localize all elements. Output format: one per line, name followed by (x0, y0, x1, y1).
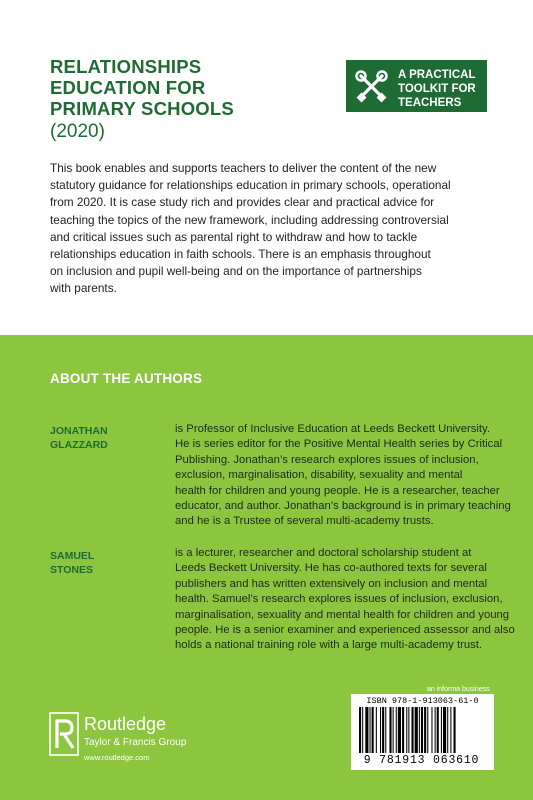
bio-line: and he is a Trustee of several multi-academy trusts. (175, 515, 434, 528)
barcode-bars (355, 707, 490, 755)
publisher-group: Taylor & Francis Group (84, 737, 187, 748)
author-name-stones (50, 549, 94, 577)
bio-line: exclusion, marginalisation, disability, sexuality and mental (175, 469, 463, 482)
badge-line: A PRACTICAL (398, 69, 476, 81)
description-line: This book enables and supports teachers to deliver the content of the new (50, 161, 437, 175)
bio-line: publishers and has written extensively on inclusion and mental (175, 577, 488, 590)
title-line: EDUCATION FOR (50, 77, 206, 98)
bio-line: holds a national training role with a large multi-academy trust. (175, 639, 483, 652)
author-name-glazzard (50, 424, 108, 452)
bio-line: is a lecturer, researcher and doctoral scholarship student at (175, 547, 472, 559)
informa-tagline: an informa business (427, 686, 490, 693)
bio-line: marginalisation, sexuality and mental health for children and young (175, 608, 510, 621)
author-bio-stones (175, 546, 515, 654)
bio-line: is Professor of Inclusive Education at Leeds Beckett University. (175, 423, 490, 435)
book-title (50, 56, 234, 119)
description-line: and critical issues such as parental right to withdraw and how to tackle (50, 229, 418, 244)
bio-line: people. He is a senior examiner and experienced assessor and also (175, 624, 515, 637)
title-line: RELATIONSHIPS (50, 56, 202, 77)
book-description (50, 160, 490, 298)
author-name-line: JONATHAN (50, 425, 108, 437)
bio-line: educator, and author. Jonathan’s background is in primary teaching (175, 500, 511, 513)
series-badge (346, 60, 487, 112)
crossed-tools-icon (353, 68, 391, 104)
ean-digits: 9 781913 063610 (363, 754, 480, 767)
bio-line: Publishing. Jonathan’s research explores issues of inclusion, (175, 453, 479, 466)
bio-line: health. Samuel’s research explores issues of inclusion, exclusion, (175, 593, 503, 606)
badge-line: TEACHERS (398, 97, 462, 109)
description-line: teaching the topics of the new framework, including addressing controversial (50, 212, 449, 227)
description-line: statutory guidance for relationships education in primary schools, operational (50, 178, 451, 193)
author-bio-glazzard (175, 422, 511, 530)
isbn-text: ISBN 978-1-913063-61-0 (366, 696, 479, 706)
author-name-line: SAMUEL (50, 550, 95, 562)
isbn-barcode (351, 694, 494, 770)
book-year: (2020) (50, 121, 105, 142)
bio-line: He is series editor for the Positive Mental Health series by Critical (175, 438, 503, 451)
author-name-line: GLAZZARD (50, 439, 108, 451)
title-line: PRIMARY SCHOOLS (50, 98, 234, 119)
author-name-line: STONES (50, 564, 93, 576)
routledge-logo-icon (49, 712, 79, 756)
badge-line: TOOLKIT FOR (398, 83, 476, 95)
description-line: with parents. (50, 281, 117, 296)
bio-line: Leeds Beckett University. He has co-authored texts for several (175, 562, 487, 575)
description-line: relationships education in faith schools. There is an emphasis throughout (50, 247, 431, 262)
bio-line: health for children and young people. He is a researcher, teacher (175, 484, 500, 497)
badge-text (398, 68, 476, 110)
description-line: on inclusion and pupil well-being and on the importance of partnerships (50, 264, 422, 279)
about-authors-heading: ABOUT THE AUTHORS (50, 371, 203, 386)
publisher-url: www.routledge.com (84, 753, 150, 762)
publisher-name: Routledge (84, 714, 167, 734)
description-line: from 2020. It is case study rich and provides clear and practical advice for (50, 195, 435, 210)
